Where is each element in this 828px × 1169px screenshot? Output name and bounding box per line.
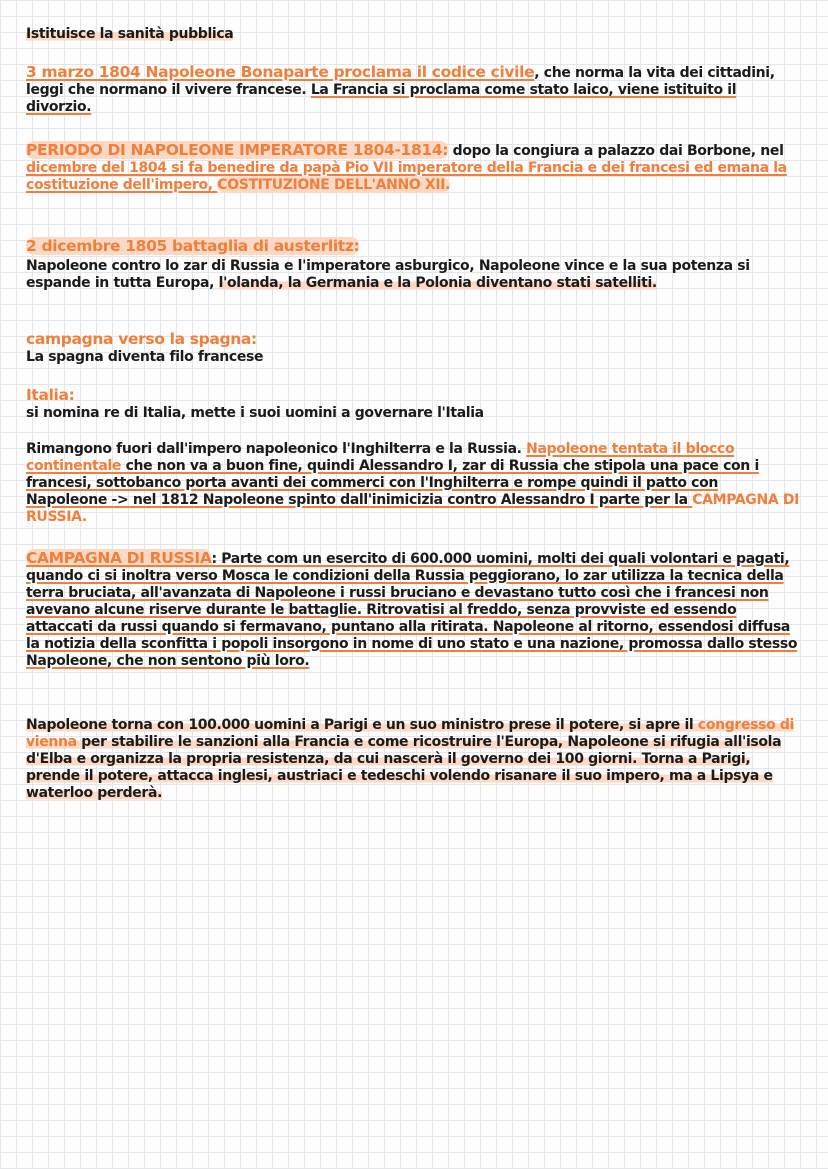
text-segment: La Francia si proclama come stato laico, viene istituito il divorzio. [26, 82, 737, 115]
text-segment: 3 marzo 1804 Napoleone Bonaparte proclama il codice civile [26, 63, 535, 81]
text-segment: , che norma la vita dei cittadini, leggi che normano il vivere francese. [26, 65, 775, 98]
paragraph-impero [26, 142, 802, 194]
text-segment: 2 dicembre 1805 battaglia di austerlitz: [26, 237, 360, 255]
paragraph-campagna-russia [26, 550, 802, 670]
text-segment: dicembre del 1804 si fa benedire da papà Pio VII imperatore della Francia e dei francesi ed emana la costituzione dell'impero, [26, 160, 787, 193]
heading-italia [26, 387, 802, 405]
text-segment: Napoleone contro lo zar di Russia e l'imperatore asburgico, Napoleone vince e la sua potenza si espande in tutta Europa, [26, 258, 750, 291]
text-segment: Istituisce la sanità pubblica [26, 26, 234, 42]
text-segment: dopo la congiura a palazzo dai Borbone, nel [448, 143, 784, 159]
heading-spagna [26, 331, 802, 349]
text-segment: Rimangono fuori dall'impero napoleonico l'Inghilterra e la Russia. [26, 441, 527, 457]
text-segment: per stabilire le sanzioni alla Francia e come ricostruire l'Europa, Napoleone si rifugia all'isola d'Elba e organizza la propria resistenza, da cui nascerà il governo dei 100 giorni. Torna a Parigi, prende il potere, attacca inglesi, austriaci e tedeschi volendo risanare il suo impero, ma a Lipsya e waterloo perderà. [26, 734, 782, 801]
text-segment: Napoleone torna con 100.000 uomini a Parigi e un suo ministro prese il potere, si apre il [26, 717, 698, 733]
text-segment: PERIODO DI NAPOLEONE IMPERATORE 1804-1814: [26, 141, 449, 159]
heading-austerlitz [26, 238, 802, 256]
text-segment: La spagna diventa filo francese [26, 349, 264, 365]
text-segment: Napoleone tentata il blocco continentale [26, 441, 735, 474]
text-segment: campagna verso la spagna: [26, 330, 257, 348]
text-segment: che non va a buon fine, quindi Alessandro I, zar di Russia che stipola una pace con i francesi, sottobanco porta avanti dei commerci con l'Inghilterra e rompe quindi il patto con Napoleone -> nel 1812 Napoleone spinto dall'inimicizia contro Alessandro I parte per la [26, 458, 759, 508]
paragraph-italia [26, 405, 802, 422]
text-segment: CAMPAGNA DI RUSSIA. [26, 492, 799, 525]
text-segment: congresso di vienna [26, 717, 794, 750]
text-segment: si nomina re di Italia, mette i suoi uomini a governare l'Italia [26, 405, 484, 421]
text-segment: l'olanda, la Germania e la Polonia diventano stati satelliti. [218, 275, 657, 291]
paragraph-sanita [26, 26, 802, 43]
paragraph-spagna [26, 349, 802, 366]
paragraph-austerlitz [26, 258, 802, 292]
paragraph-blocco-continentale [26, 441, 802, 526]
text-segment: : Parte com un esercito di 600.000 uomini, molti dei quali volontari e pagati, quando ci si inoltra verso Mosca le condizioni della Russia peggiorano, lo zar utilizza la tecnica della terra bruciata, all'avanzata di Napoleone i russi bruciano e devastano tutto così che i francesi non avevano alcune riserve durante le battaglie. Ritrovatisi al freddo, senza provviste ed essendo attaccati da russi quando si fermavano, puntano alla ritirata. Napoleone al ritorno, essendosi diffusa la notizia della sconfitta i popoli insorgono in nome di uno stato e una nazione, promossa dallo stesso Napoleone, che non sentono più loro. [26, 551, 798, 669]
paragraph-codice-civile [26, 64, 802, 116]
text-segment: COSTITUZIONE DELL'ANNO XII. [217, 177, 451, 193]
text-segment: Italia: [26, 386, 75, 404]
paragraph-congresso-vienna [26, 717, 802, 802]
text-segment: CAMPAGNA DI RUSSIA [26, 549, 212, 567]
